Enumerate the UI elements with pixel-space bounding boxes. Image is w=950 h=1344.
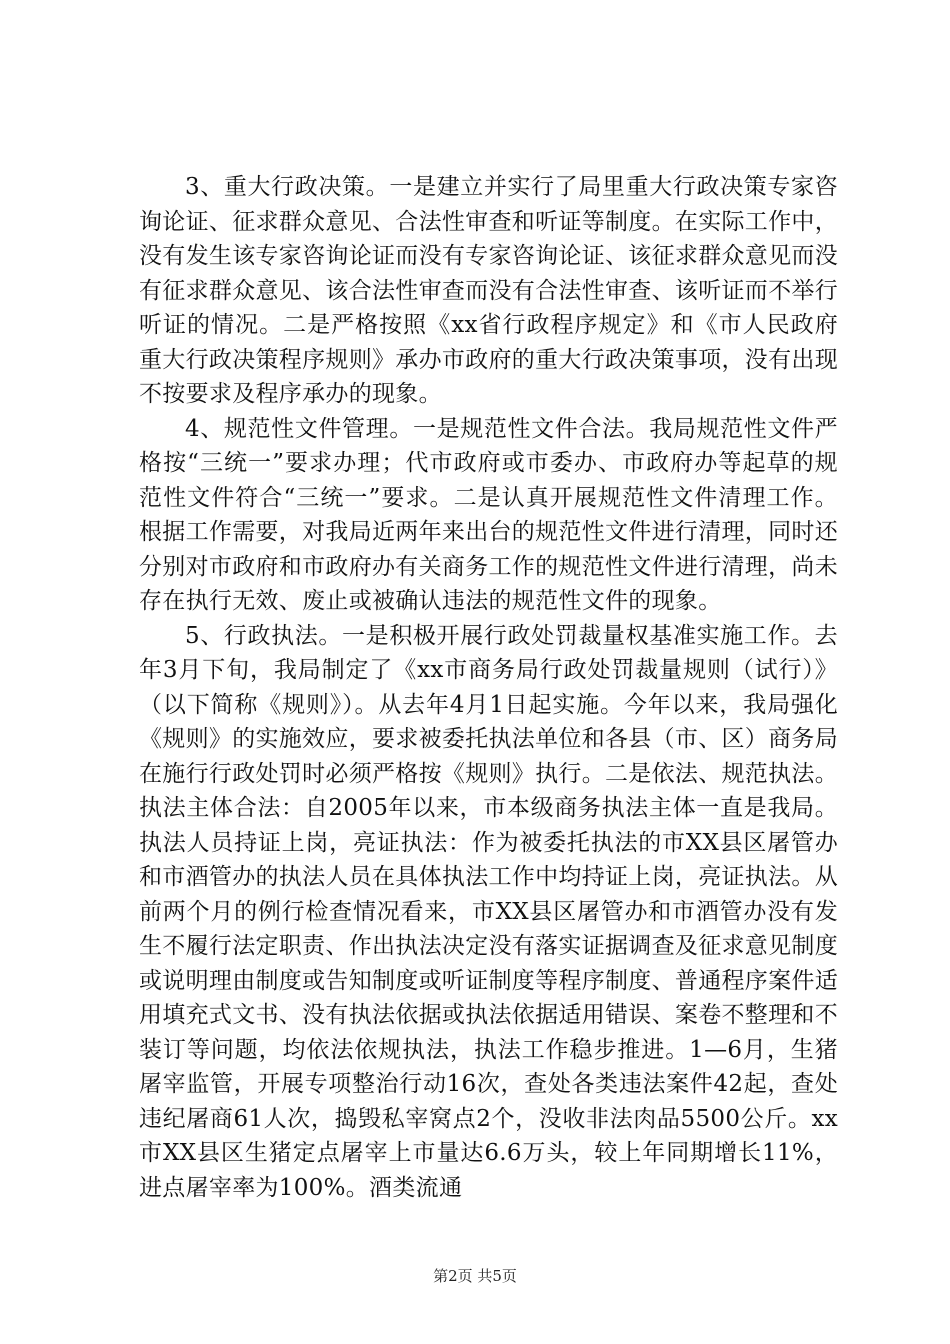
document-body <box>139 170 838 1205</box>
paragraph-normative-documents: 4、规范性文件管理。一是规范性文件合法。我局规范性文件严格按“三统一”要求办理；代市政府或市委办、市政府办等起草的规范性文件符合“三统一”要求。二是认真开展规范性文件清理工作。根据工作需要，对我局近两年来出台的规范性文件进行清理，同时还分别对市政府和市政府办有关商务工作的规范性文件进行清理，尚未存在执行无效、废止或被确认违法的规范性文件的现象。 <box>139 415 838 614</box>
paragraph-administrative-enforcement: 5、行政执法。一是积极开展行政处罚裁量权基准实施工作。去年3月下旬，我局制定了《xx市商务局行政处罚裁量规则（试行）》（以下简称《规则》）。从去年4月1日起实施。今年以来，我局强化《规则》的实施效应，要求被委托执法单位和各县（市、区）商务局在施行行政处罚时必须严格按《规则》执行。二是依法、规范执法。执法主体合法：自2005年以来，市本级商务执法主体一直是我局。执法人员持证上岗，亮证执法：作为被委托执法的市XX县区屠管办和市酒管办的执法人员在具体执法工作中均持证上岗，亮证执法。从前两个月的例行检查情况看来，市XX县区屠管办和市酒管办没有发生不履行法定职责、作出执法决定没有落实证据调查及征求意见制度或说明理由制度或告知制度或听证制度等程序制度、普通程序案件适用填充式文书、没有执法依据或执法依据适用错误、案卷不整理和不装订等问题，均依法依规执法，执法工作稳步推进。1—6月，生猪屠宰监管，开展专项整治行动16次，查处各类违法案件42起，查处违纪屠商61人次，捣毁私宰窝点2个，没收非法肉品5500公斤。xx市XX县区生猪定点屠宰上市量达6.6万头，较上年同期增长11%，进点屠宰率为100%。酒类流通 <box>139 622 838 1201</box>
page-number-footer: 第2页 共5页 <box>433 1267 517 1285</box>
paragraph-major-decisions: 3、重大行政决策。一是建立并实行了局里重大行政决策专家咨询论证、征求群众意见、合法性审查和听证等制度。在实际工作中，没有发生该专家咨询论证而没有专家咨询论证、该征求群众意见而没有征求群众意见、该合法性审查而没有合法性审查、该听证而不举行听证的情况。二是严格按照《xx省行政程序规定》和《市人民政府重大行政决策程序规则》承办市政府的重大行政决策事项，没有出现不按要求及程序承办的现象。 <box>139 174 838 407</box>
